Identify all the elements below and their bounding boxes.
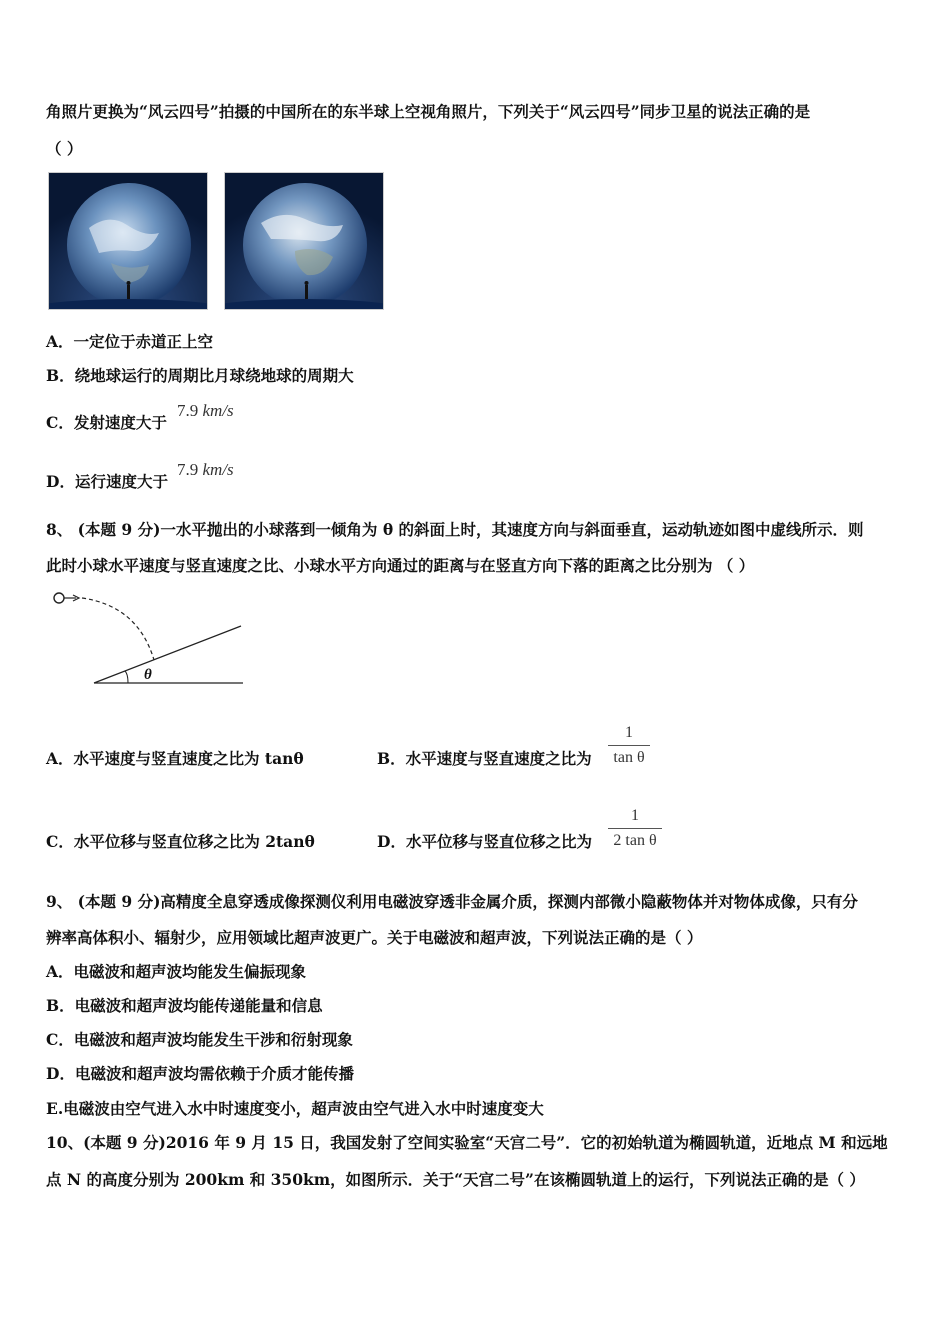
incline-line	[94, 626, 241, 683]
earth-photo-left	[48, 172, 208, 310]
q10-stem-line1: 10、(本题 9 分)2016 年 9 月 15 日，我国发射了空间实验室“天宫二号”．它的初始轨道为椭圆轨道，近地点 M 和远地	[46, 1133, 888, 1152]
q7-option-d[interactable]: D．运行速度大于	[46, 472, 168, 491]
ball-icon	[54, 593, 64, 603]
q9-stem-line2: 辨率高体积小、辐射少，应用领域比超声波更广。关于电磁波和超声波，下列说法正确的是（ ）	[46, 928, 703, 947]
q9-stem-line1: 9、 (本题 9 分)高精度全息穿透成像探测仪利用电磁波穿透非金属介质，探测内部微小隐蔽物体并对物体成像，只有分	[46, 892, 858, 911]
q7-option-d-speed: 7.9 km/s	[177, 460, 234, 479]
q9-option-c[interactable]: C．电磁波和超声波均能发生干涉和衍射现象	[46, 1030, 353, 1049]
trajectory-dashed	[82, 598, 154, 660]
q9-option-b[interactable]: B．电磁波和超声波均能传递能量和信息	[46, 996, 323, 1015]
q7-option-b[interactable]: B．绕地球运行的周期比月球绕地球的周期大	[46, 366, 354, 385]
angle-theta-label: θ	[144, 667, 152, 683]
q8-option-a[interactable]: A．水平速度与竖直速度之比为 tanθ	[46, 749, 304, 768]
q8-option-b[interactable]: B．水平速度与竖直速度之比为	[377, 749, 592, 768]
q8-figure	[48, 588, 248, 688]
q9-option-e[interactable]: E.电磁波由空气进入水中时速度变小，超声波由空气进入水中时速度变大	[46, 1099, 544, 1118]
q8-stem-line2: 此时小球水平速度与竖直速度之比、小球水平方向通过的距离与在竖直方向下落的距离之比分别为 （ ）	[46, 556, 755, 575]
q8-option-d-fraction: 1 2 tan θ	[608, 806, 662, 851]
q9-option-a[interactable]: A．电磁波和超声波均能发生偏振现象	[46, 962, 307, 981]
earth-photo-right	[224, 172, 384, 310]
q7-stem-line2: （ ）	[46, 139, 83, 158]
q8-option-b-fraction: 1 tan θ	[608, 723, 650, 768]
q7-stem-line1: 角照片更换为“风云四号”拍摄的中国所在的东半球上空视角照片，下列关于“风云四号”同步卫星的说法正确的是	[46, 102, 811, 121]
q8-stem-line1: 8、 (本题 9 分)一水平抛出的小球落到一倾角为 θ 的斜面上时，其速度方向与斜面垂直，运动轨迹如图中虚线所示．则	[46, 520, 864, 539]
q10-stem-line2: 点 N 的高度分别为 200km 和 350km，如图所示．关于“天宫二号”在该椭圆轨道上的运行，下列说法正确的是（ ）	[46, 1170, 865, 1189]
q8-option-c[interactable]: C．水平位移与竖直位移之比为 2tanθ	[46, 832, 315, 851]
q7-option-c-speed: 7.9 km/s	[177, 401, 234, 420]
q7-option-a[interactable]: A．一定位于赤道正上空	[46, 332, 214, 351]
q8-option-d[interactable]: D．水平位移与竖直位移之比为	[377, 832, 592, 851]
q9-option-d[interactable]: D．电磁波和超声波均需依赖于介质才能传播	[46, 1064, 354, 1083]
q7-option-c[interactable]: C．发射速度大于	[46, 413, 167, 432]
